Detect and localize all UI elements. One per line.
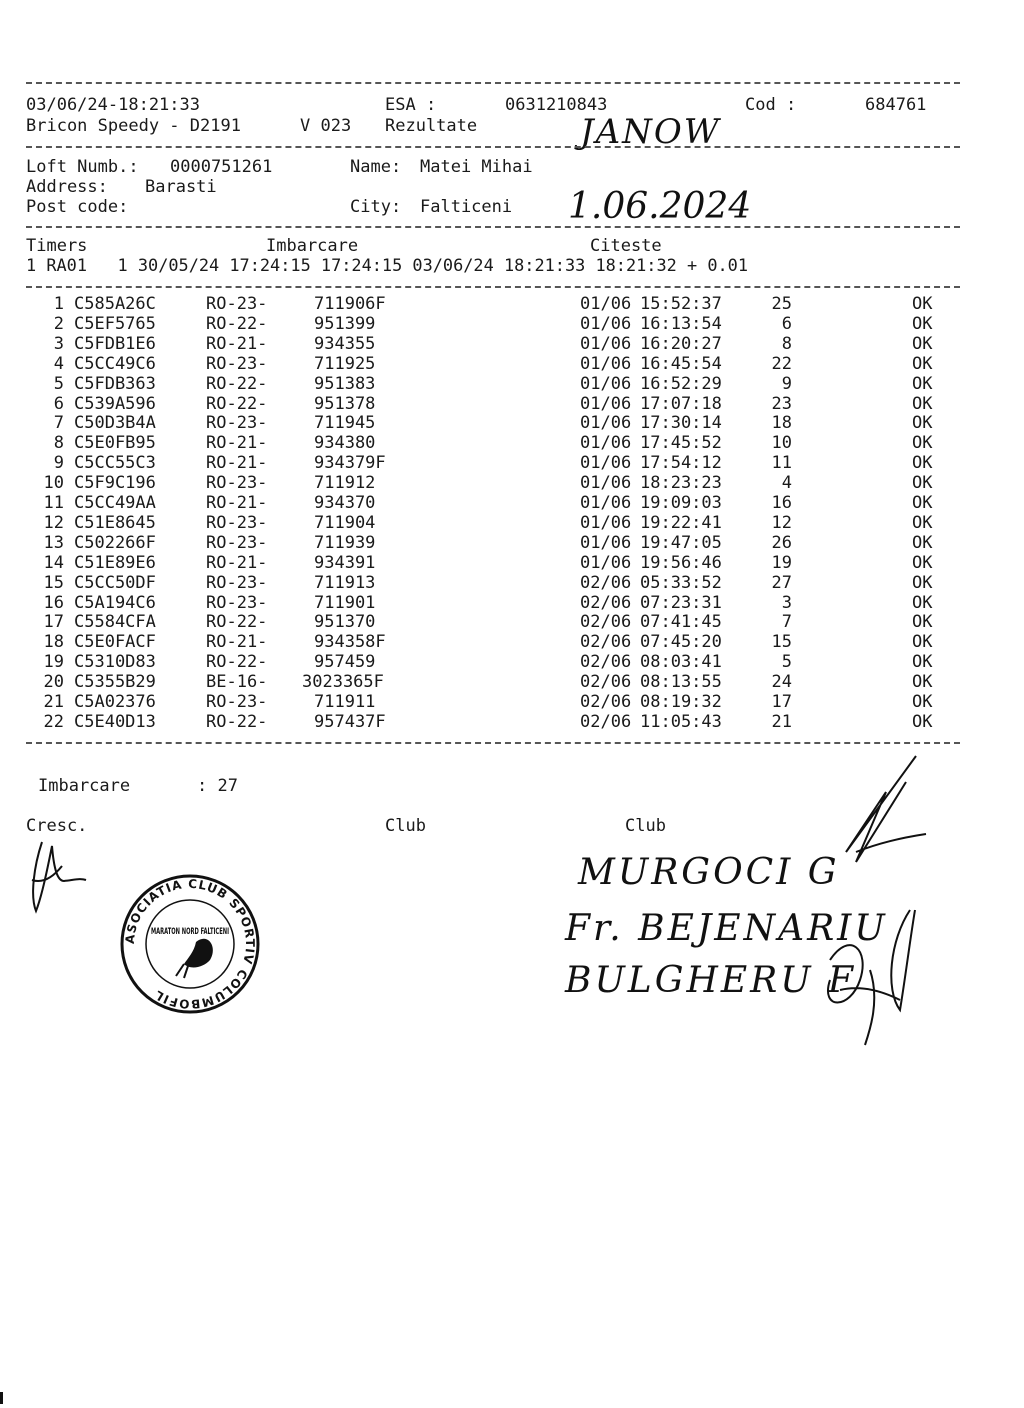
post-code-label: Post code: xyxy=(26,197,129,217)
arrival-time: 07:41:45 xyxy=(640,612,722,633)
ring-number: 711913 xyxy=(314,572,376,593)
chip-id: C5584CFA xyxy=(74,612,156,633)
ring-number: 711901 xyxy=(314,592,376,613)
ring-number: 951383 xyxy=(314,373,376,394)
status: OK xyxy=(912,473,933,494)
scan-mark xyxy=(0,1392,3,1404)
arrival-date: 01/06 xyxy=(580,552,632,573)
timers-citeste-label: Citeste xyxy=(590,236,662,256)
arrival-date: 02/06 xyxy=(580,592,632,613)
row-number: 2 xyxy=(53,313,64,334)
ring-prefix: RO-22- xyxy=(206,393,268,414)
city-value: Falticeni xyxy=(420,197,513,217)
arrival-time: 16:20:27 xyxy=(640,333,722,354)
arrival-date: 01/06 xyxy=(580,473,632,494)
status: OK xyxy=(912,393,933,414)
handwritten-race-name: JANOW xyxy=(580,112,721,152)
loft-number: 0000751261 xyxy=(170,157,273,177)
ring-number: 957437F xyxy=(314,711,386,732)
header-esa-value: 0631210843 xyxy=(505,95,608,115)
ring-number: 934355 xyxy=(314,333,376,354)
handwritten-name-1: MURGOCI G xyxy=(578,852,840,893)
arrival-date: 01/06 xyxy=(580,373,632,394)
position: 8 xyxy=(781,333,792,354)
status: OK xyxy=(912,692,933,712)
stamp-inner-text: MARATON NORD FALTICENI xyxy=(151,927,229,937)
chip-id: C539A596 xyxy=(74,393,156,414)
position: 22 xyxy=(771,353,792,374)
header-cod-value: 684761 xyxy=(865,95,927,115)
arrival-time: 08:13:55 xyxy=(640,672,722,693)
chip-id: C5F9C196 xyxy=(74,473,156,494)
arrival-time: 18:23:23 xyxy=(640,473,722,494)
status: OK xyxy=(912,373,933,394)
table-row xyxy=(0,354,1000,374)
chip-id: C5A02376 xyxy=(74,692,156,712)
ring-number: 3023365F xyxy=(302,672,384,693)
arrival-date: 01/06 xyxy=(580,433,632,454)
status: OK xyxy=(912,552,933,573)
arrival-date: 01/06 xyxy=(580,532,632,553)
ring-prefix: RO-23- xyxy=(206,512,268,533)
row-number: 8 xyxy=(53,433,64,454)
row-number: 13 xyxy=(43,532,64,553)
ring-number: 711939 xyxy=(314,532,376,553)
chip-id: C50D3B4A xyxy=(74,413,156,434)
chip-id: C51E89E6 xyxy=(74,552,156,573)
position: 24 xyxy=(771,672,792,693)
header-esa-label: ESA : xyxy=(385,95,437,115)
status: OK xyxy=(912,433,933,454)
table-row xyxy=(0,533,1000,553)
position: 27 xyxy=(771,572,792,593)
footer-imbarcare-label: Imbarcare xyxy=(38,776,131,796)
table-row xyxy=(0,712,1000,732)
table-row xyxy=(0,672,1000,692)
table-row xyxy=(0,334,1000,354)
status: OK xyxy=(912,493,933,513)
status: OK xyxy=(912,333,933,354)
chip-id: C502266F xyxy=(74,532,156,553)
table-row xyxy=(0,553,1000,573)
ring-prefix: RO-21- xyxy=(206,333,268,354)
arrival-time: 19:47:05 xyxy=(640,532,722,553)
club-signature-bottom xyxy=(810,900,940,1050)
footer-imbarcare-value: : 27 xyxy=(197,776,238,796)
timers-divider xyxy=(26,286,960,288)
chip-id: C5E40D13 xyxy=(74,711,156,732)
arrival-date: 01/06 xyxy=(580,453,632,474)
status: OK xyxy=(912,711,933,732)
name-label: Name: xyxy=(350,157,402,177)
arrival-time: 11:05:43 xyxy=(640,711,722,732)
chip-id: C5FDB363 xyxy=(74,373,156,394)
row-number: 15 xyxy=(43,572,64,593)
handwritten-name-2: Fr. BEJENARIU xyxy=(565,908,888,949)
row-number: 11 xyxy=(43,493,64,513)
ring-prefix: RO-22- xyxy=(206,612,268,633)
ring-prefix: RO-21- xyxy=(206,453,268,474)
ring-number: 711925 xyxy=(314,353,376,374)
table-row xyxy=(0,394,1000,414)
status: OK xyxy=(912,512,933,533)
table-row xyxy=(0,413,1000,433)
arrival-date: 02/06 xyxy=(580,612,632,633)
ring-prefix: RO-23- xyxy=(206,572,268,593)
table-row xyxy=(0,453,1000,473)
position: 6 xyxy=(781,313,792,334)
header-rezultate: Rezultate xyxy=(385,116,478,136)
arrival-time: 08:19:32 xyxy=(640,692,722,712)
arrival-date: 02/06 xyxy=(580,692,632,712)
arrival-date: 01/06 xyxy=(580,493,632,513)
ring-prefix: RO-23- xyxy=(206,294,268,314)
row-number: 22 xyxy=(43,711,64,732)
arrival-time: 15:52:37 xyxy=(640,294,722,314)
status: OK xyxy=(912,672,933,693)
status: OK xyxy=(912,652,933,673)
row-number: 21 xyxy=(43,692,64,712)
ring-prefix: RO-22- xyxy=(206,313,268,334)
chip-id: C5310D83 xyxy=(74,652,156,673)
position: 19 xyxy=(771,552,792,573)
chip-id: C5E0FB95 xyxy=(74,433,156,454)
ring-number: 934391 xyxy=(314,552,376,573)
arrival-date: 02/06 xyxy=(580,572,632,593)
arrival-time: 16:52:29 xyxy=(640,373,722,394)
position: 4 xyxy=(781,473,792,494)
position: 15 xyxy=(771,632,792,653)
arrival-date: 01/06 xyxy=(580,393,632,414)
timers-imbarcare-label: Imbarcare xyxy=(266,236,359,256)
arrival-date: 01/06 xyxy=(580,512,632,533)
ring-prefix: RO-22- xyxy=(206,373,268,394)
ring-number: 934380 xyxy=(314,433,376,454)
chip-id: C5355B29 xyxy=(74,672,156,693)
header-version: V 023 xyxy=(300,116,352,136)
status: OK xyxy=(912,413,933,434)
arrival-time: 16:45:54 xyxy=(640,353,722,374)
table-row xyxy=(0,612,1000,632)
ring-number: 711911 xyxy=(314,692,376,712)
stamp-ring-text: ASOCIATIA CLUB SPORTIV COLUMBOFIL xyxy=(122,876,258,1012)
position: 5 xyxy=(781,652,792,673)
ring-prefix: RO-23- xyxy=(206,413,268,434)
club-label-2: Club xyxy=(625,816,666,836)
ring-prefix: RO-21- xyxy=(206,433,268,454)
status: OK xyxy=(912,294,933,314)
row-number: 1 xyxy=(53,294,64,314)
position: 9 xyxy=(781,373,792,394)
table-row xyxy=(0,294,1000,314)
arrival-time: 17:30:14 xyxy=(640,413,722,434)
arrival-date: 02/06 xyxy=(580,711,632,732)
table-row xyxy=(0,652,1000,672)
table-row xyxy=(0,573,1000,593)
ring-prefix: RO-21- xyxy=(206,632,268,653)
address-label: Address: xyxy=(26,177,108,197)
row-number: 12 xyxy=(43,512,64,533)
position: 17 xyxy=(771,692,792,712)
chip-id: C5A194C6 xyxy=(74,592,156,613)
chip-id: C5EF5765 xyxy=(74,313,156,334)
row-number: 5 xyxy=(53,373,64,394)
table-row xyxy=(0,433,1000,453)
position: 3 xyxy=(781,592,792,613)
arrival-date: 01/06 xyxy=(580,333,632,354)
chip-id: C51E8645 xyxy=(74,512,156,533)
header-cod-label: Cod : xyxy=(745,95,797,115)
arrival-time: 05:33:52 xyxy=(640,572,722,593)
position: 23 xyxy=(771,393,792,414)
ring-number: 934358F xyxy=(314,632,386,653)
arrival-time: 19:09:03 xyxy=(640,493,722,513)
arrival-time: 07:23:31 xyxy=(640,592,722,613)
ring-number: 711906F xyxy=(314,294,386,314)
arrival-time: 17:07:18 xyxy=(640,393,722,414)
table-row xyxy=(0,374,1000,394)
arrival-date: 01/06 xyxy=(580,353,632,374)
ring-number: 711945 xyxy=(314,413,376,434)
chip-id: C5E0FACF xyxy=(74,632,156,653)
position: 18 xyxy=(771,413,792,434)
ring-prefix: RO-23- xyxy=(206,692,268,712)
ring-prefix: RO-21- xyxy=(206,552,268,573)
club-stamp xyxy=(118,872,262,1016)
arrival-time: 16:13:54 xyxy=(640,313,722,334)
row-number: 17 xyxy=(43,612,64,633)
arrival-date: 01/06 xyxy=(580,413,632,434)
status: OK xyxy=(912,612,933,633)
row-number: 20 xyxy=(43,672,64,693)
chip-id: C5CC49AA xyxy=(74,493,156,513)
ring-number: 951399 xyxy=(314,313,376,334)
ring-prefix: RO-22- xyxy=(206,652,268,673)
row-number: 3 xyxy=(53,333,64,354)
row-number: 16 xyxy=(43,592,64,613)
row-number: 4 xyxy=(53,353,64,374)
status: OK xyxy=(912,353,933,374)
owner-name: Matei Mihai xyxy=(420,157,533,177)
position: 21 xyxy=(771,711,792,732)
chip-id: C5CC49C6 xyxy=(74,353,156,374)
position: 25 xyxy=(771,294,792,314)
status: OK xyxy=(912,532,933,553)
table-bottom-divider xyxy=(26,742,960,744)
timers-line: 1 RA01 1 30/05/24 17:24:15 17:24:15 03/06/24 18:21:33 18:21:32 + 0.01 xyxy=(26,255,749,275)
top-divider xyxy=(26,82,960,84)
arrival-time: 08:03:41 xyxy=(640,652,722,673)
status: OK xyxy=(912,572,933,593)
status: OK xyxy=(912,632,933,653)
ring-number: 711904 xyxy=(314,512,376,533)
handwritten-date: 1.06.2024 xyxy=(568,186,752,227)
arrival-date: 02/06 xyxy=(580,672,632,693)
position: 10 xyxy=(771,433,792,454)
city-label: City: xyxy=(350,197,402,217)
table-row xyxy=(0,593,1000,613)
chip-id: C5FDB1E6 xyxy=(74,333,156,354)
ring-number: 951378 xyxy=(314,393,376,414)
ring-prefix: RO-23- xyxy=(206,532,268,553)
status: OK xyxy=(912,313,933,334)
chip-id: C585A26C xyxy=(74,294,156,314)
chip-id: C5CC50DF xyxy=(74,572,156,593)
ring-number: 934379F xyxy=(314,453,386,474)
row-number: 14 xyxy=(43,552,64,573)
row-number: 6 xyxy=(53,393,64,414)
loft-divider xyxy=(26,226,960,228)
table-row xyxy=(0,513,1000,533)
position: 12 xyxy=(771,512,792,533)
row-number: 18 xyxy=(43,632,64,653)
position: 11 xyxy=(771,453,792,474)
chip-id: C5CC55C3 xyxy=(74,453,156,474)
table-row xyxy=(0,692,1000,712)
club-signature-top xyxy=(826,752,936,872)
cresc-label: Cresc. xyxy=(26,816,88,836)
arrival-time: 19:56:46 xyxy=(640,552,722,573)
position: 16 xyxy=(771,493,792,513)
arrival-time: 07:45:20 xyxy=(640,632,722,653)
ring-number: 934370 xyxy=(314,493,376,513)
row-number: 7 xyxy=(53,413,64,434)
club-label-1: Club xyxy=(385,816,426,836)
arrival-time: 17:45:52 xyxy=(640,433,722,454)
header-divider xyxy=(26,146,960,148)
position: 26 xyxy=(771,532,792,553)
table-row xyxy=(0,473,1000,493)
status: OK xyxy=(912,592,933,613)
row-number: 19 xyxy=(43,652,64,673)
table-row xyxy=(0,314,1000,334)
arrival-time: 17:54:12 xyxy=(640,453,722,474)
handwritten-name-3: BULGHERU F xyxy=(565,960,856,1001)
timers-label: Timers xyxy=(26,236,88,256)
header-device: Bricon Speedy - D2191 xyxy=(26,116,241,136)
arrival-time: 19:22:41 xyxy=(640,512,722,533)
ring-prefix: RO-22- xyxy=(206,711,268,732)
results-table xyxy=(0,294,1000,744)
arrival-date: 01/06 xyxy=(580,294,632,314)
ring-number: 711912 xyxy=(314,473,376,494)
table-row xyxy=(0,493,1000,513)
header-datetime: 03/06/24-18:21:33 xyxy=(26,95,200,115)
row-number: 10 xyxy=(43,473,64,494)
arrival-date: 01/06 xyxy=(580,313,632,334)
ring-number: 951370 xyxy=(314,612,376,633)
position: 7 xyxy=(781,612,792,633)
loft-label: Loft Numb.: xyxy=(26,157,139,177)
arrival-date: 02/06 xyxy=(580,652,632,673)
ring-prefix: RO-23- xyxy=(206,473,268,494)
ring-prefix: RO-23- xyxy=(206,353,268,374)
table-row xyxy=(0,632,1000,652)
ring-prefix: BE-16- xyxy=(206,672,268,693)
ring-number: 957459 xyxy=(314,652,376,673)
arrival-date: 02/06 xyxy=(580,632,632,653)
ring-prefix: RO-21- xyxy=(206,493,268,513)
address-value: Barasti xyxy=(145,177,217,197)
status: OK xyxy=(912,453,933,474)
breeder-signature xyxy=(24,836,94,916)
row-number: 9 xyxy=(53,453,64,474)
ring-prefix: RO-23- xyxy=(206,592,268,613)
